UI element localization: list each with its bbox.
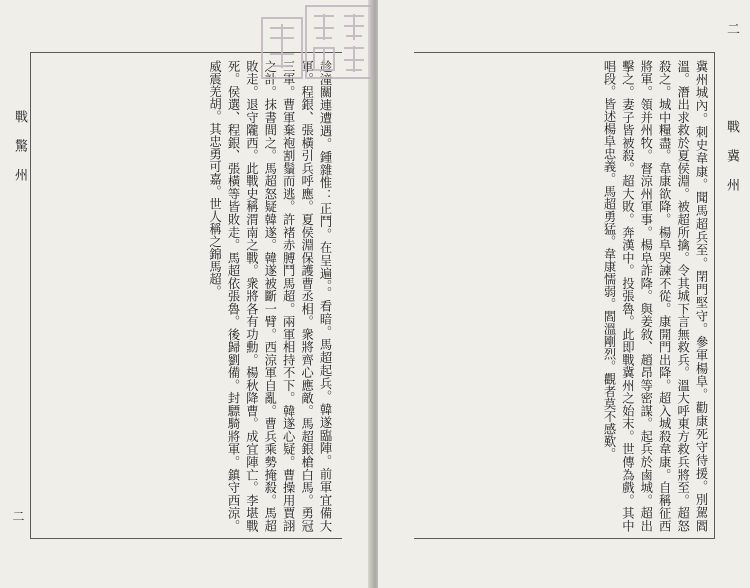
bottom-rule — [414, 538, 714, 539]
right-text-block — [422, 60, 710, 532]
page-number: 二 — [11, 510, 25, 528]
left-page-text: 趁潼關連遭遇。鍾雜惟：正鬥。在呈遍。。看暗。馬超起兵。韓遂臨陣。前軍宜備大軍。程銀、張橫引兵呼應。夏侯淵保護曹丞相。衆將齊心應敵。馬超銀槍白馬。勇冠三軍。曹軍棄袍割鬚而逃。許褚赤膊鬥馬超。兩軍相持不下。韓遂心疑。曹操用賈詡之計。抹書間之。馬超怒疑韓遂。韓遂被斷一臂。西涼軍自亂。曹兵乘勢掩殺。馬超敗走。退守隴西。此戰史稱渭南之戰。衆將各有功勳。楊秋降曹。成宜陣亡。李堪戰死。侯選、程銀、張橫等皆敗走。馬超依張魯。後歸劉備。封驃騎將軍。鎮守西涼。威震羌胡。其忠勇可嘉。世人稱之錦馬超。 — [207, 60, 332, 532]
bottom-rule — [30, 538, 342, 539]
outer-rule — [30, 52, 31, 539]
right-page-text: 冀州城內。刺史韋康。聞馬超兵至。閉門堅守。參軍楊阜。勸康死守待援。別駕閻溫。潛出求救於夏侯淵。被超所擒。令其城下言無救兵。溫大呼東方救兵將至。超怒殺之。城中糧盡。韋康欲降。楊阜哭諫不從。康開門出降。超入城殺韋康。自稱征西將軍。領并州牧。督涼州軍事。楊阜詐降。與姜敘、趙昂等密謀。起兵於鹵城。超出擊之。妻子皆被殺。超大敗。奔漢中。投張魯。此即戰冀州之始末。世傳為戲。其中唱段。皆述楊阜忠義。馬超勇猛。韋康懦弱。閻溫剛烈。觀者莫不感歎。 — [601, 60, 708, 532]
top-rule — [414, 52, 714, 53]
outer-rule — [714, 52, 715, 539]
running-title: 戰 冀 州 — [724, 120, 739, 198]
page-number: 二 — [724, 22, 739, 41]
library-seal-stamp — [260, 4, 376, 86]
right-page — [378, 0, 750, 588]
left-page — [0, 0, 372, 588]
left-text-block — [38, 60, 334, 532]
running-title: 戰 驚 州 — [12, 110, 27, 188]
